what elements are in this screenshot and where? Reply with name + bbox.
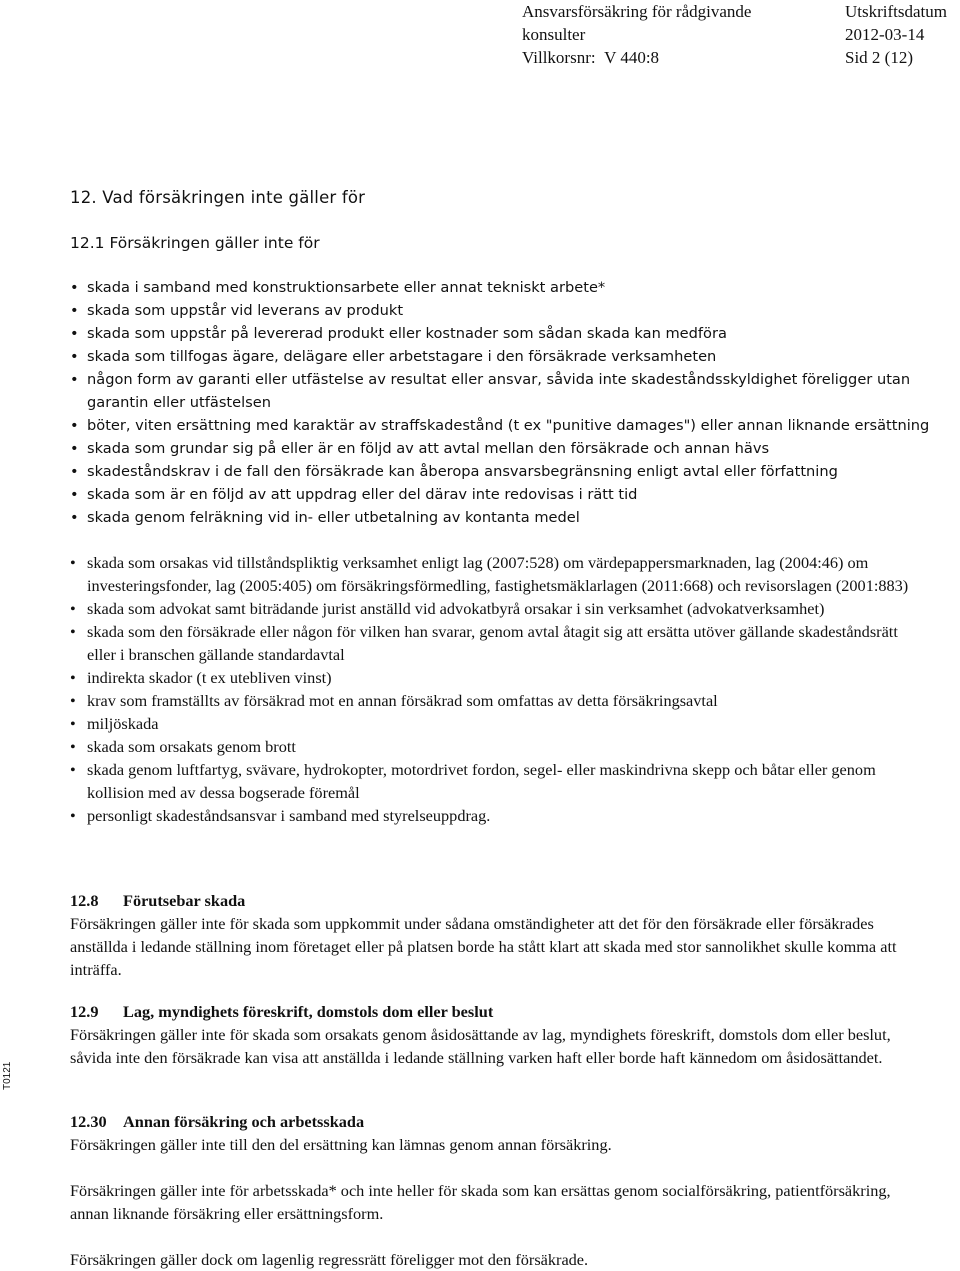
list-item — [70, 322, 930, 345]
section-number: 12.30 — [70, 1112, 107, 1131]
list-item-text: personligt skadeståndsansvar i samband med styrelseuppdrag. — [87, 806, 491, 825]
policy-label: Villkorsnr: — [522, 48, 596, 67]
bullet-icon: • — [70, 806, 76, 825]
list-item — [70, 299, 930, 322]
list-item-text: skada som advokat samt biträdande jurist anställd vid advokatbyrå orsakar i sin verksamhet (advokatverksamhet) — [87, 599, 825, 618]
list-item-text: skada som orsakats genom brott — [87, 737, 296, 756]
bullet-icon: • — [70, 691, 76, 710]
section-heading — [70, 889, 900, 912]
bullet-icon: • — [70, 417, 79, 434]
list-item-text: skada som tillfogas ägare, delägare eller arbetstagare i den försäkrade verksamheten — [87, 348, 717, 365]
section-heading-text: Annan försäkring och arbetsskada — [123, 1112, 365, 1131]
list-item-text: skada som uppstår vid leverans av produkt — [87, 302, 404, 319]
header-title-cont: konsulter — [522, 25, 586, 44]
bullet-icon: • — [70, 440, 79, 457]
section-number: 12.9 — [70, 1002, 99, 1021]
list-item-text: skada som den försäkrade eller någon för vilken han svarar, genom avtal åtagit sig att ersätta utöver gällande skadeståndsrätt eller i branschen gällande standardavtal — [87, 622, 898, 664]
subsection-title: 12.1 Försäkringen gäller inte för — [70, 234, 320, 252]
exclusion-list-b — [70, 551, 930, 827]
section-paragraph: Försäkringen gäller inte för skada som orsakats genom åsidosättande av lag, myndighets föreskrift, domstols dom eller beslut, såvida inte den försäkrade kan visa att anställda i ledande ställning varken haft eller borde haft kännedom om åsidosättandet. — [70, 1025, 891, 1067]
bullet-icon: • — [70, 348, 79, 365]
list-item-text: krav som framställts av försäkrad mot en annan försäkrad som omfattas av detta försäkringsavtal — [87, 691, 718, 710]
list-item-text: skada genom felräkning vid in- eller utbetalning av kontanta medel — [87, 509, 580, 526]
bullet-icon: • — [70, 486, 79, 503]
section-heading-text: Lag, myndighets föreskrift, domstols dom eller beslut — [123, 1002, 494, 1021]
bullet-icon: • — [70, 302, 79, 319]
bullet-icon: • — [70, 279, 79, 296]
page-number: Sid 2 (12) — [845, 48, 913, 67]
bullet-icon: • — [70, 325, 79, 342]
policy-number: V 440:8 — [604, 48, 660, 67]
header-title: Ansvarsförsäkring för rådgivande — [522, 2, 752, 21]
list-item — [70, 460, 930, 483]
list-item — [70, 506, 930, 529]
bullet-icon: • — [70, 371, 79, 388]
list-item — [70, 758, 930, 804]
list-item-text: skada i samband med konstruktionsarbete eller annat tekniskt arbete* — [87, 279, 606, 296]
list-item — [70, 597, 930, 620]
section-paragraph: Försäkringen gäller dock om lagenlig regressrätt föreligger mot den försäkrade. — [70, 1250, 589, 1269]
list-item — [70, 712, 930, 735]
list-item-text: skada genom luftfartyg, svävare, hydrokopter, motordrivet fordon, segel- eller maskindrivna skepp och båtar eller genom kollision med av dessa bogserade föremål — [87, 760, 876, 802]
bullet-icon: • — [70, 509, 79, 526]
list-item-text: indirekta skador (t ex utebliven vinst) — [87, 668, 332, 687]
list-item — [70, 483, 930, 506]
document-code: T0121 — [2, 1061, 13, 1090]
bullet-icon: • — [70, 553, 76, 572]
exclusion-list-a — [70, 276, 930, 529]
section-heading-text: Förutsebar skada — [123, 891, 246, 910]
list-item — [70, 368, 930, 414]
page-header — [522, 0, 947, 69]
bullet-icon: • — [70, 463, 79, 480]
bullet-icon: • — [70, 714, 76, 733]
section-paragraph: Försäkringen gäller inte för arbetsskada* och inte heller för skada som kan ersättas genom socialförsäkring, patientförsäkring, annan liknande försäkring eller ersättningsform. — [70, 1181, 891, 1223]
section-heading — [70, 1110, 900, 1133]
section-heading — [70, 1000, 900, 1023]
print-date: 2012-03-14 — [845, 25, 925, 44]
list-item-text: skadeståndskrav i de fall den försäkrade kan åberopa ansvarsbegränsning enligt avtal eller författning — [87, 463, 838, 480]
list-item-text: någon form av garanti eller utfästelse av resultat eller ansvar, såvida inte skadeståndsskyldighet föreligger utan garantin eller utfästelsen — [87, 371, 911, 411]
list-item-text: skada som är en följd av att uppdrag eller del därav inte redovisas i rätt tid — [87, 486, 638, 503]
policy-number-line — [522, 46, 659, 69]
list-item — [70, 666, 930, 689]
section-12-9 — [70, 1000, 900, 1069]
section-title: 12. Vad försäkringen inte gäller för — [70, 188, 366, 207]
bullet-icon: • — [70, 599, 76, 618]
list-item — [70, 689, 930, 712]
section-number: 12.8 — [70, 891, 99, 910]
print-date-label: Utskriftsdatum — [845, 2, 947, 21]
section-12-8 — [70, 889, 900, 981]
section-paragraph: Försäkringen gäller inte för skada som uppkommit under sådana omständigheter att det för den försäkrade eller försäkrades anställda i ledande ställning inom företaget eller på platsen borde ha stått klart att skada med stor sannolikhet skulle komma att inträffa. — [70, 914, 897, 979]
list-item — [70, 804, 930, 827]
list-item-text: skada som orsakas vid tillståndspliktig verksamhet enligt lag (2007:528) om värdepappersmarknaden, lag (2004:46) om investeringsfonder, lag (2005:405) om försäkringsförmedling, fastighetsmäklarlagen (2011:668) och revisorslagen (2001:883) — [87, 553, 909, 595]
list-item — [70, 276, 930, 299]
list-item — [70, 414, 930, 437]
list-item — [70, 735, 930, 758]
section-12-30 — [70, 1110, 900, 1271]
list-item-text: böter, viten ersättning med karaktär av straffskadestånd (t ex "punitive damages") eller annan liknande ersättning — [87, 417, 930, 434]
list-item-text: skada som grundar sig på eller är en följd av att avtal mellan den försäkrade och annan hävs — [87, 440, 770, 457]
list-item — [70, 551, 930, 597]
list-item — [70, 437, 930, 460]
list-item-text: skada som uppstår på levererad produkt eller kostnader som sådan skada kan medföra — [87, 325, 727, 342]
section-paragraph: Försäkringen gäller inte till den del ersättning kan lämnas genom annan försäkring. — [70, 1135, 612, 1154]
list-item-text: miljöskada — [87, 714, 159, 733]
bullet-icon: • — [70, 760, 76, 779]
bullet-icon: • — [70, 737, 76, 756]
bullet-icon: • — [70, 622, 76, 641]
bullet-icon: • — [70, 668, 76, 687]
list-item — [70, 620, 930, 666]
list-item — [70, 345, 930, 368]
